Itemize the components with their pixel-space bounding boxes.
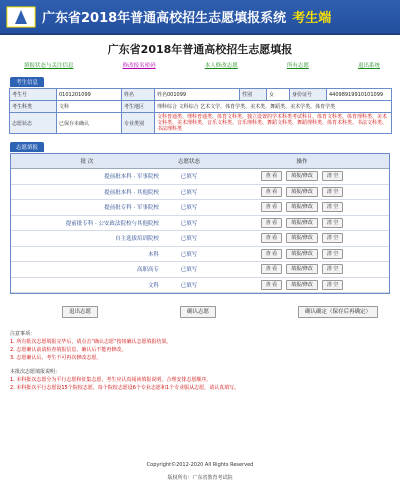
- wish-batch-name: 提前批专科 · 公安政法院校与其他院校: [11, 215, 163, 231]
- view-button[interactable]: 查 看: [261, 249, 283, 259]
- id-value: 44098919910101099: [327, 89, 392, 101]
- status-value: 已保存未确认: [57, 113, 122, 134]
- app-title: 广东省2018年普通高校招生志愿填报系统 考生端: [42, 11, 332, 26]
- clear-button[interactable]: 清 空: [322, 264, 344, 274]
- wish-status: 已填写: [163, 169, 215, 185]
- wish-batch-name: 提前批专科 · 军事院校: [11, 200, 163, 216]
- wish-row: [11, 262, 389, 278]
- wish-table: [11, 154, 389, 293]
- footer-org: 版权所有：广东省教育考试院: [167, 475, 233, 481]
- info-section-tab: 考生信息: [10, 77, 44, 87]
- wish-status: 已填写: [163, 262, 215, 278]
- wish-ops: [215, 231, 389, 247]
- link-logout[interactable]: 退出系统: [357, 63, 380, 69]
- wish-row: [11, 184, 389, 200]
- wish-ops: [215, 184, 389, 200]
- region-desc: 理科综合 文科综合 艺术文学、体育学类、美术类、舞蹈类、美术学类、体育学类: [155, 101, 392, 113]
- confirm-wish-button[interactable]: 确认志愿: [180, 306, 216, 318]
- fill-edit-button[interactable]: 填报/修改: [286, 218, 318, 228]
- wish-status: 已填写: [163, 184, 215, 200]
- link-change-password[interactable]: 修改报名密码: [122, 63, 156, 69]
- col-ops: 操作: [215, 154, 389, 169]
- action-bar: [0, 294, 400, 318]
- clear-button[interactable]: 清 空: [322, 249, 344, 259]
- exam-no-value: 0101201099: [57, 89, 122, 101]
- top-links: [0, 57, 400, 69]
- note-item: 2. 志愿确认前请检查填报信息，确认后不能再修改。: [10, 347, 127, 353]
- view-button[interactable]: 查 看: [261, 187, 283, 197]
- note-sub-item: 1. 本科批次志愿分为平行志愿和征集志愿，考生应认真阅读填报说明，合理安排志愿顺序。: [10, 377, 212, 383]
- name-label: 姓名: [122, 89, 155, 101]
- gender-value: 女: [267, 89, 290, 101]
- wish-ops: [215, 215, 389, 231]
- wish-row: [11, 246, 389, 262]
- view-button[interactable]: 查 看: [261, 280, 283, 290]
- fill-edit-button[interactable]: 填报/修改: [286, 249, 318, 259]
- wish-table-panel: [10, 153, 390, 294]
- clear-button[interactable]: 清 空: [322, 202, 344, 212]
- wish-ops: [215, 246, 389, 262]
- notes-sub-title: 本批次志愿填报说明：: [10, 369, 61, 375]
- note-item: 1. 所有批次志愿填报完毕后，请点击“确认志愿”按钮确认志愿填报结果。: [10, 339, 172, 345]
- wish-ops: [215, 169, 389, 185]
- wish-row: [11, 231, 389, 247]
- id-label: 身份证号: [290, 89, 327, 101]
- wish-batch-name: 自主选拔培训院校: [11, 231, 163, 247]
- wish-batch-name: 高职高专: [11, 262, 163, 278]
- col-status: 志愿状态: [163, 154, 215, 169]
- exam-logo-icon: [6, 6, 36, 28]
- fill-edit-button[interactable]: 填报/修改: [286, 280, 318, 290]
- status-label: 志愿状态: [10, 113, 57, 134]
- page-title: 广东省2018年普通高校招生志愿填报: [107, 43, 293, 56]
- clear-button[interactable]: 清 空: [322, 218, 344, 228]
- wish-batch-name: 本科: [11, 246, 163, 262]
- view-button[interactable]: 查 看: [261, 233, 283, 243]
- clear-button[interactable]: 清 空: [322, 233, 344, 243]
- fill-edit-button[interactable]: 填报/修改: [286, 264, 318, 274]
- confirm-final-button[interactable]: 确认确定（保存后再确定）: [298, 306, 378, 318]
- clear-button[interactable]: 清 空: [322, 171, 344, 181]
- name-value: 姓名001099: [155, 89, 240, 101]
- link-status-info[interactable]: 填报状态与关注信息: [24, 63, 74, 69]
- view-button[interactable]: 查 看: [261, 171, 283, 181]
- wish-batch-name: 文科: [11, 277, 163, 293]
- clear-button[interactable]: 清 空: [322, 280, 344, 290]
- student-info-table: [9, 88, 392, 134]
- wish-status: 已填写: [163, 277, 215, 293]
- wish-row: [11, 277, 389, 293]
- notes-title: 注意事项：: [10, 331, 36, 337]
- view-button[interactable]: 查 看: [261, 264, 283, 274]
- fill-edit-button[interactable]: 填报/修改: [286, 202, 318, 212]
- wish-status: 已填写: [163, 200, 215, 216]
- wish-row: [11, 169, 389, 185]
- wish-batch-name: 提前批本科 · 其他院校: [11, 184, 163, 200]
- exam-no-label: 考生号: [10, 89, 57, 101]
- view-button[interactable]: 查 看: [261, 218, 283, 228]
- app-subtitle: 考生端: [292, 11, 332, 26]
- add-desc: 文科普通类、理科普通类、体育文科类、独立设置的学术科类考试科目、体育文科类、体育理科类、美术文科类、美术理科类、音乐文科类、音乐理科类、舞蹈文科类、舞蹈理科类、体育术科类、书法文科类、书法理科类: [155, 113, 392, 134]
- fill-edit-button[interactable]: 填报/修改: [286, 171, 318, 181]
- wish-status: 已填写: [163, 246, 215, 262]
- link-self-edit[interactable]: 本人修改志愿: [204, 63, 238, 69]
- wish-status: 已填写: [163, 215, 215, 231]
- col-batch: 批 次: [11, 154, 163, 169]
- note-sub-item: 2. 本科批次平行志愿设15个院校志愿，每个院校志愿设6个专业志愿和1个专业服从志愿，请认真填写。: [10, 385, 240, 391]
- footer-copyright: Copyright©2012-2020 All Rights Reserved: [146, 462, 254, 468]
- exit-wish-button[interactable]: 退出志愿: [62, 306, 98, 318]
- add-label: 专业类别: [122, 113, 155, 134]
- notes: [10, 330, 390, 392]
- link-all-wishes[interactable]: 所有志愿: [286, 63, 309, 69]
- wish-row: [11, 200, 389, 216]
- wish-status: 已填写: [163, 231, 215, 247]
- clear-button[interactable]: 清 空: [322, 187, 344, 197]
- wish-ops: [215, 200, 389, 216]
- wish-row: [11, 215, 389, 231]
- wish-batch-name: 提前批本科 · 军事院校: [11, 169, 163, 185]
- fill-edit-button[interactable]: 填报/修改: [286, 233, 318, 243]
- gender-label: 性别: [240, 89, 267, 101]
- type-value: 文科: [57, 101, 122, 113]
- note-item: 3. 志愿确认后，考生不可再次修改志愿。: [10, 355, 102, 361]
- view-button[interactable]: 查 看: [261, 202, 283, 212]
- wish-section-tab: 志愿填报: [10, 142, 44, 152]
- fill-edit-button[interactable]: 填报/修改: [286, 187, 318, 197]
- type-label: 考生科类: [10, 101, 57, 113]
- app-header: [0, 0, 400, 35]
- wish-ops: [215, 262, 389, 278]
- region-label: 考生地区: [122, 101, 155, 113]
- wish-ops: [215, 277, 389, 293]
